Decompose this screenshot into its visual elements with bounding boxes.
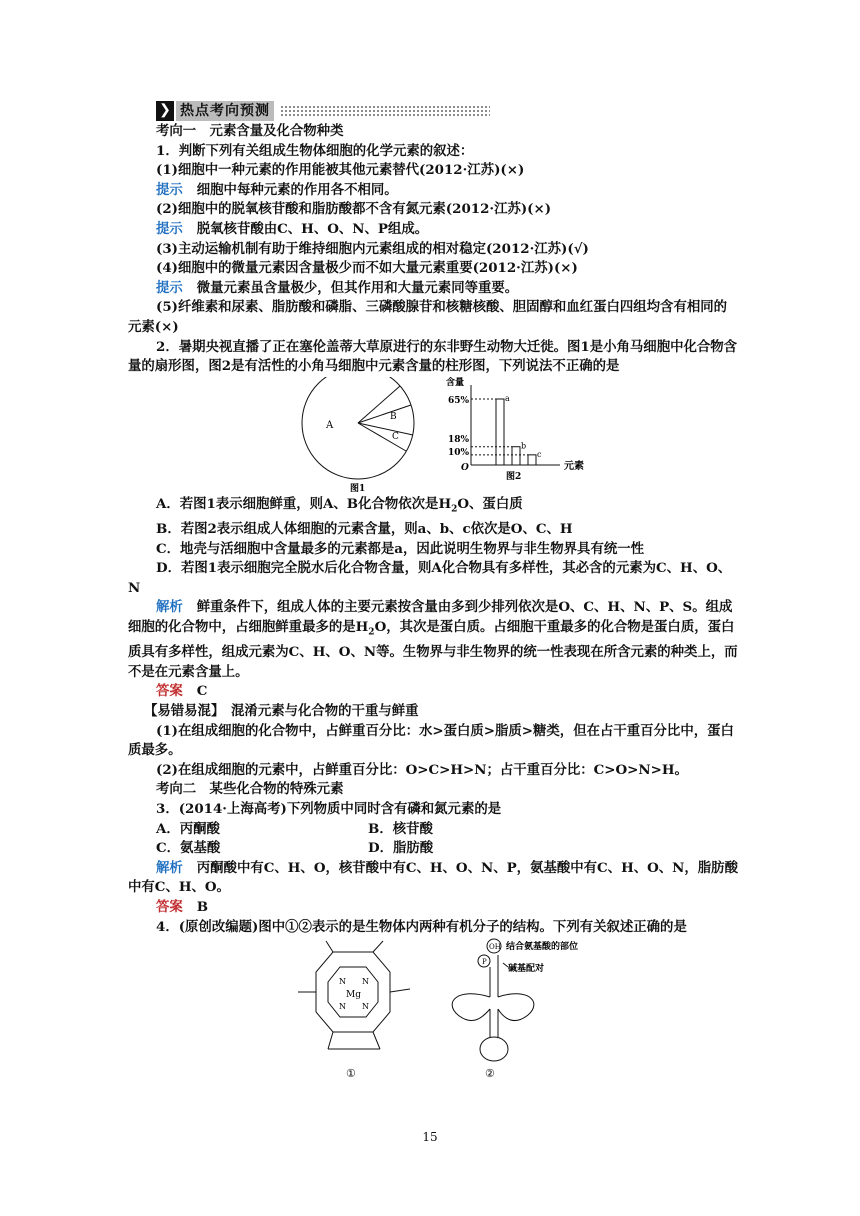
bar-c xyxy=(528,455,536,465)
bar-b xyxy=(512,446,520,464)
trna-annotation-1: 结合氨基酸的部位 xyxy=(506,942,579,953)
analysis-label: 解析 xyxy=(156,599,183,616)
nitrogen-atom: N xyxy=(339,1002,346,1012)
q3-option-b: B．核苷酸 xyxy=(368,820,433,837)
q2-stem: 2．暑期央视直播了正在塞伦盖蒂大草原进行的东非野生动物大迁徙。图1是小角马细胞中化合物含量的扇形图，图2是有活性的小角马细胞中元素含量的柱形图，下列说法不正确的是 xyxy=(128,338,738,375)
pie-label-b: B xyxy=(390,411,397,422)
q4-stem: 4．(原创改编题)图中①②表示的是生物体内两种有机分子的结构。下列有关叙述正确的是 xyxy=(156,918,687,935)
q1-statement-3: (3)主动运输机制有助于维持细胞内元素组成的相对稳定(2012·江苏)(√) xyxy=(156,240,589,257)
anticodon-loop xyxy=(480,1037,508,1061)
q1-statement-1: (1)细胞中一种元素的作用能被其他元素替代(2012·江苏)(×) xyxy=(156,162,525,179)
answer-value: C xyxy=(196,683,208,700)
d-loop xyxy=(452,994,490,1021)
bar-tick-label: 65% xyxy=(448,395,470,406)
trna-structure xyxy=(452,939,534,1061)
q2-option-a xyxy=(128,495,738,520)
error-prone-title: 【易错易混】 混淆元素与化合物的干重与鲜重 xyxy=(144,703,419,719)
analysis-label: 解析 xyxy=(156,859,183,876)
q2-figures xyxy=(128,377,738,495)
hint-text: 脱氧核苷酸由C、H、O、N、P组成。 xyxy=(196,220,429,237)
bar-tick-label: 18% xyxy=(448,434,470,445)
magnesium-atom: Mg xyxy=(346,990,361,1001)
oh-label: OH xyxy=(489,943,501,952)
q1-hint-2 xyxy=(128,220,738,240)
side-chain xyxy=(390,989,410,992)
hint-label: 提示 xyxy=(156,220,183,237)
molecule-structures xyxy=(128,937,738,1082)
figure-1-caption: ① xyxy=(346,1067,356,1081)
trna-annotation-2: 碱基配对 xyxy=(508,964,545,975)
q3-answer xyxy=(128,898,738,918)
q3-option-c: C．氨基酸 xyxy=(156,840,221,857)
pie-label-a: A xyxy=(326,419,334,431)
q3-options-row-1 xyxy=(128,820,738,840)
chevron-right-icon: ❯ xyxy=(156,101,174,121)
q3-options-row-2 xyxy=(128,839,738,859)
nitrogen-atom: N xyxy=(362,1002,369,1012)
figure-2-caption: ② xyxy=(485,1067,495,1081)
q2-option-b: B．若图2表示组成人体细胞的元素含量，则a、b、c依次是O、C、H xyxy=(156,520,573,537)
nitrogen-atom: N xyxy=(339,977,346,987)
q1-statement-4: (4)细胞中的微量元素因含量极少而不如大量元素重要(2012·江苏)(×) xyxy=(156,260,578,277)
bar-xlabel: 元素 xyxy=(564,460,584,472)
bar-letter-label: c xyxy=(537,449,542,459)
q1-statement-5: (5)纤维素和尿素、脂肪酸和磷脂、三磷酸腺苷和核糖核酸、胆固醇和血红蛋白四组均含有相同的元素(×) xyxy=(128,299,728,335)
side-chain xyxy=(373,1032,380,1049)
hint-text: 细胞中每种元素的作用各不相同。 xyxy=(196,181,398,198)
bar-caption: 图2 xyxy=(506,471,522,482)
q2-option-d: D．若图1表示细胞完全脱水后化合物含量，则A化合物具有多样性，其必含的元素为C、H、O、N xyxy=(128,560,732,596)
bar-letter-label: a xyxy=(505,393,510,403)
analysis-text-pre: 鲜重条件下，组成人体的主要元素按含量由多到少排列依次是O、C、H、N、P、S。组成细胞的化合物中，占细胞鲜重最多的是H xyxy=(128,599,733,635)
q3-option-d: D．脂肪酸 xyxy=(368,840,434,857)
side-chain xyxy=(326,941,333,952)
bar-tick-label: O xyxy=(461,462,469,473)
section-header-title: 热点考向预测 xyxy=(176,101,274,121)
analysis-text-post: O，其次是蛋白质。占细胞干重最多的化合物是蛋白质，蛋白质具有多样性，组成元素为C、H、O、N等。生物界与非生物界的统一性表现在所含元素的种类上，而不是在元素含量上。 xyxy=(128,618,738,680)
q1-statement-2: (2)细胞中的脱氧核苷酸和脂肪酸都不含有氮元素(2012·江苏)(×) xyxy=(156,201,552,218)
subscript: 2 xyxy=(368,627,375,638)
subscript: 2 xyxy=(451,504,458,515)
t-loop xyxy=(498,994,534,1021)
bar-chart xyxy=(446,377,584,482)
q2-option-a-post: O、蛋白质 xyxy=(457,495,523,512)
page-content xyxy=(128,100,738,1082)
section-header xyxy=(156,100,738,122)
pie-and-bar-figure xyxy=(128,377,738,495)
direction-two-title: 考向二 某些化合物的特殊元素 xyxy=(156,781,344,798)
pie-chart xyxy=(302,377,414,494)
page-number: 15 xyxy=(422,1130,438,1144)
pie-caption: 图1 xyxy=(350,483,366,494)
q3-option-a: A．丙酮酸 xyxy=(156,820,220,837)
q2-analysis xyxy=(128,598,738,682)
hint-text: 微量元素虽含量极少，但其作用和大量元素同等重要。 xyxy=(196,279,519,296)
bar-tick-label: 10% xyxy=(448,447,470,458)
bar-ylabel: 含量 xyxy=(446,377,465,388)
nitrogen-atom: N xyxy=(362,977,369,987)
q2-option-c: C．地壳与活细胞中含量最多的元素都是a，因此说明生物界与非生物界具有统一性 xyxy=(156,540,645,557)
answer-value: B xyxy=(196,898,209,915)
analysis-text: 丙酮酸中有C、H、O，核苷酸中有C、H、O、N、P，氨基酸中有C、H、O、N，脂肪酸中有C、H、O。 xyxy=(128,859,738,896)
bar-letter-label: b xyxy=(521,441,527,451)
hint-label: 提示 xyxy=(156,279,183,296)
hint-label: 提示 xyxy=(156,181,183,198)
q4-figures xyxy=(128,937,738,1082)
pie-circle xyxy=(302,377,414,479)
direction-one-title: 考向一 元素含量及化合物种类 xyxy=(156,123,344,139)
q2-answer xyxy=(128,682,738,702)
answer-label: 答案 xyxy=(156,898,183,915)
phosphate-label: P xyxy=(482,958,487,967)
q1-stem: 1．判断下列有关组成生物体细胞的化学元素的叙述： xyxy=(156,142,474,159)
error-prone-point-2: (2)在组成细胞的元素中，占鲜重百分比：O>C>H>N；占干重百分比：C>O>N>H。 xyxy=(156,761,688,778)
pie-label-c: C xyxy=(392,431,399,442)
q2-option-a-pre: A．若图1表示细胞鲜重，则A、B化合物依次是H xyxy=(156,495,452,512)
side-chain xyxy=(328,1032,333,1049)
side-chain xyxy=(373,941,383,952)
q1-hint-1 xyxy=(128,181,738,201)
answer-label: 答案 xyxy=(156,683,183,700)
q1-hint-4 xyxy=(128,279,738,299)
dotted-divider xyxy=(280,105,490,117)
q3-stem: 3．(2014·上海高考)下列物质中同时含有磷和氮元素的是 xyxy=(156,800,502,817)
error-prone-point-1: (1)在组成细胞的化合物中，占鲜重百分比：水>蛋白质>脂质>糖类，但在占干重百分比中，蛋白质最多。 xyxy=(128,722,734,759)
q3-analysis xyxy=(128,859,738,898)
